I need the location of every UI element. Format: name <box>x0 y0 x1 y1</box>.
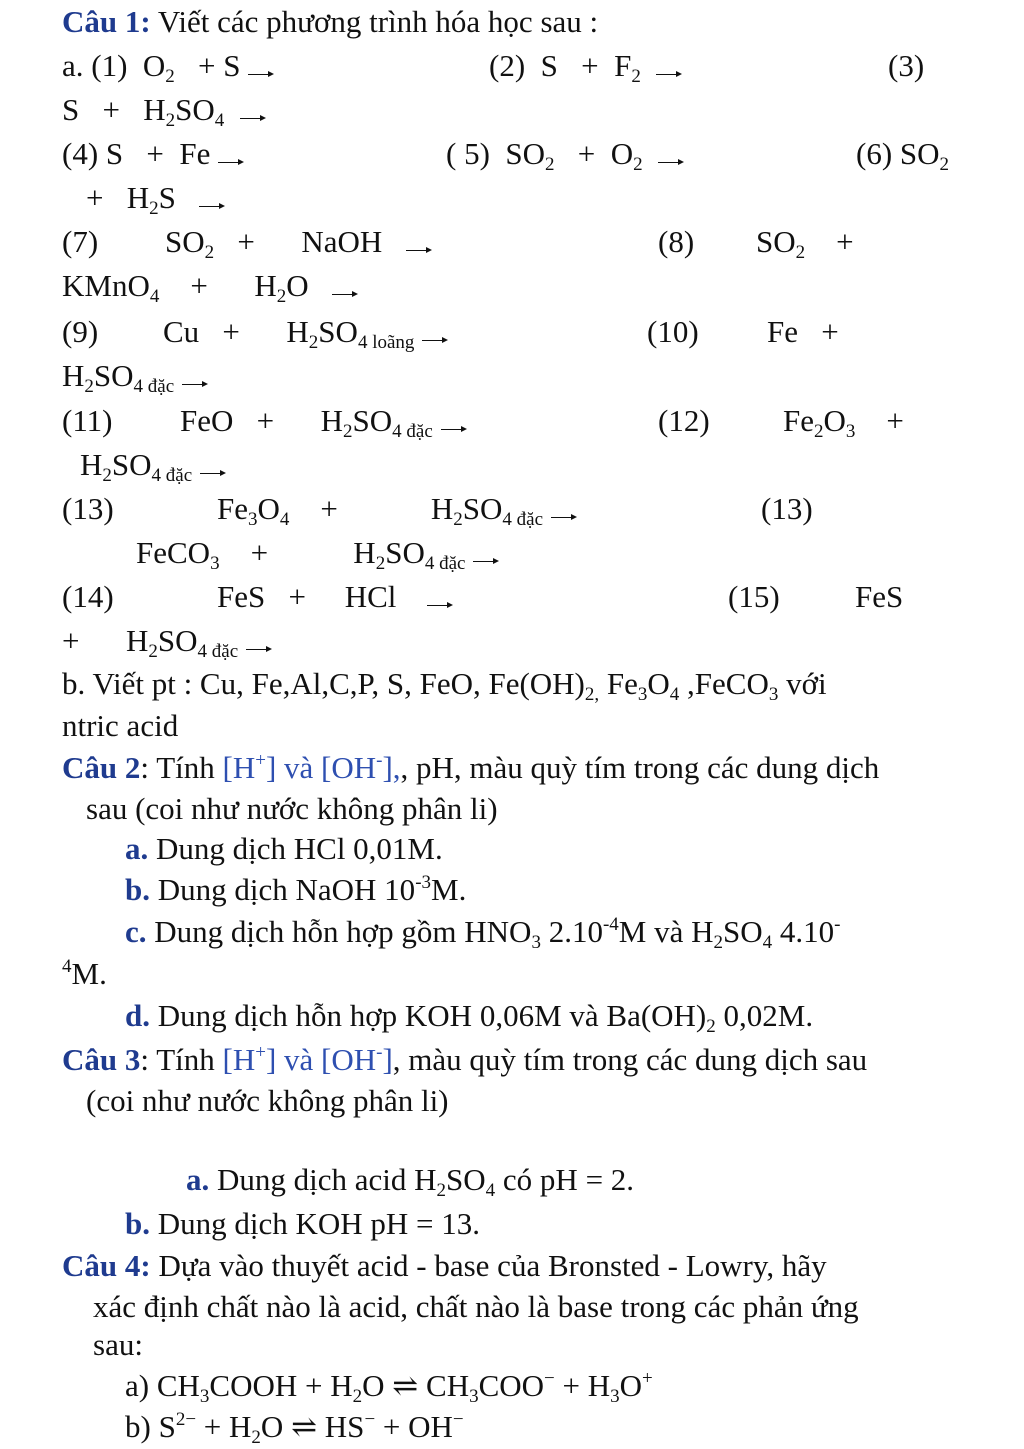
h-ion: [H+] <box>222 1042 277 1077</box>
eq-7-body: $SO_2$ + NaOH <box>165 224 406 263</box>
q3-heading <box>62 1040 867 1080</box>
eq-number-9: (9) <box>62 314 99 349</box>
q2-b-exp: -3 <box>415 872 432 893</box>
eq-15-cont: + $H_2SO_{4 đặc}$ <box>62 623 239 662</box>
q3-a-text: Dung dịch acid H <box>209 1162 437 1197</box>
eq-2: (2) $S + F_2$ <box>489 48 641 87</box>
sub-dac: 4 đặc <box>424 553 466 574</box>
eq-11-body: FeO + $H_2SO_{4 đặc}$ <box>180 403 433 442</box>
eq-number-1: a. (1) <box>62 48 128 83</box>
q4-a-prefix: a) <box>125 1368 157 1403</box>
q4-reaction-b: b) $S^{2-} + H_2O$ ⇌ HS− + OH− <box>125 1409 464 1448</box>
q2-rest: , pH, màu quỳ tím trong các dung dịch <box>400 750 880 785</box>
q1-b-end: với <box>778 666 827 701</box>
q2-c-label: c. <box>125 914 147 949</box>
eq-13a <box>62 489 114 529</box>
eq-15 <box>728 577 780 617</box>
eq-number-15: (15) <box>728 579 780 614</box>
oh-ion: [OH-], <box>321 750 401 785</box>
eq-number-7: (7) <box>62 224 99 259</box>
q2-a-text: Dung dịch HCl 0,01M. <box>148 831 443 866</box>
eq-8 <box>658 222 694 262</box>
q2-c-text: Dung dịch hỗn hợp gồm HNO <box>146 914 532 949</box>
eq-5: ( 5) $SO_2 + O_2$ <box>446 136 643 175</box>
eq-11 <box>62 401 113 441</box>
eq-10 <box>647 312 699 352</box>
q3-va: và <box>276 1042 322 1077</box>
q3-rest: , màu quỳ tím trong các dung dịch sau <box>392 1042 868 1077</box>
sub-dac: 4 đặc <box>133 376 175 397</box>
eq-12 <box>658 401 710 441</box>
eq-number-2: (2) <box>489 48 526 83</box>
q2-b-text: Dung dịch NaOH 10 <box>150 872 416 907</box>
q4-line3: sau: <box>93 1327 143 1362</box>
eq-number-12: (12) <box>658 403 710 438</box>
eq-number-8: (8) <box>658 224 695 259</box>
q2-d-end: 0,02M. <box>715 998 814 1033</box>
eq-6-cont: + $H_2S$ <box>86 180 200 219</box>
q4-label: Câu 4: <box>62 1248 151 1283</box>
q2-item-d: d. Dung dịch hỗn hợp KOH 0,06M và $Ba(OH)_2$ 0,02M. <box>125 998 814 1037</box>
equilibrium-icon: ⇌ <box>291 1409 318 1444</box>
q2-c-cont: M. <box>71 956 107 991</box>
sub-dac: 4 đặc <box>151 465 193 486</box>
eq-9 <box>62 312 98 352</box>
q4-reaction-a: a) $CH_3COOH + H_2O$ ⇌ $CH_3COO^- + H_3O^+$ <box>125 1368 653 1407</box>
eq-14 <box>62 577 114 617</box>
sub-loang: 4 loãng <box>357 332 415 353</box>
eq-10-body: Fe + <box>767 314 839 349</box>
eq-number-11: (11) <box>62 403 113 438</box>
h-ion: [H+] <box>222 750 277 785</box>
q2-d-label: d. <box>125 998 150 1033</box>
eq-number-10: (10) <box>647 314 699 349</box>
sub-dac: 4 đặc <box>392 421 433 442</box>
q3-intro: : Tính <box>140 1042 223 1077</box>
eq-number-4: (4) <box>62 136 99 171</box>
q1-line-1: a. (1) $O_2 + S$ <box>62 48 249 87</box>
q2-heading <box>62 748 879 788</box>
q1-b-line2: ntric acid <box>62 708 179 743</box>
q4-heading <box>62 1246 827 1286</box>
q4-b-prefix: b) <box>125 1409 159 1444</box>
sub-dac: 4 đặc <box>197 641 239 662</box>
eq-15-body: FeS <box>855 579 904 614</box>
q2-b-label: b. <box>125 872 150 907</box>
eq-14-body: FeS + HCl <box>217 579 428 614</box>
eq-number-14: (14) <box>62 579 114 614</box>
q2-a-label: a. <box>125 831 149 866</box>
eq-number-13b: (13) <box>761 491 813 526</box>
q3-a-label: a. <box>186 1162 210 1197</box>
eq-9-body: Cu + $H_2SO_{4 loãng}$ <box>163 314 415 353</box>
q1-label: Câu 1: <box>62 4 151 39</box>
oh-ion: [OH-] <box>321 1042 393 1077</box>
q2-b-end: M. <box>431 872 467 907</box>
q3-item-a: a. Dung dịch acid $H_2SO_4$ có pH = 2. <box>186 1162 635 1201</box>
q2-c-cont-exp: 4 <box>62 956 72 977</box>
eq-3: $S + H_2SO_4$ <box>62 92 225 131</box>
h-ion-text: [H <box>222 750 256 785</box>
q1-b-line1: b. Viết pt : Cu, Fe,Al,C,P, S, FeO, $Fe(OH)_{2,}$ $Fe_3O_4$ ,FeCO$_3$ với <box>62 666 827 705</box>
eq-8-body: $SO_2$ + <box>756 224 854 263</box>
equilibrium-icon: ⇌ <box>392 1368 419 1403</box>
eq-13a-body: $Fe_3O_4$ + $H_2SO_{4 đặc}$ <box>217 491 544 530</box>
eq-4: (4) S + Fe <box>62 136 219 171</box>
eq-6: (6) $SO_2$ <box>856 136 950 175</box>
q3-line2: (coi như nước không phân li) <box>86 1083 449 1118</box>
q1-title: Viết các phương trình hóa học sau : <box>150 4 599 39</box>
eq-number-13a: (13) <box>62 491 114 526</box>
q2-item-c: c. Dung dịch hỗn hợp gồm $HNO_3$ $2.10^{-4}M$ và $H_2SO_4$ 4.10- <box>125 914 841 953</box>
eq-number-5: ( 5) <box>446 136 490 171</box>
q2-c-va: M và H <box>618 914 714 949</box>
q2-c-mid: 2.10 <box>540 914 603 949</box>
q3-a-end: có pH = 2. <box>495 1162 635 1197</box>
q3-item-b <box>125 1204 480 1244</box>
q2-va: và <box>276 750 322 785</box>
q4-line2: xác định chất nào là acid, chất nào là base trong các phản ứng <box>93 1289 859 1324</box>
eq-number-3: (3) <box>888 48 925 83</box>
eq-10-cont: $H_2SO_{4 đặc}$ <box>62 358 175 397</box>
q2-c-exp: -4 <box>602 914 619 935</box>
eq-8-cont: KMnO$_4$ + $H_2O$ <box>62 268 332 307</box>
q3-b-label: b. <box>125 1206 150 1241</box>
eq-number-6: (6) <box>856 136 893 171</box>
q2-item-c-cont <box>62 954 107 994</box>
q1-heading <box>62 2 598 42</box>
q2-item-b <box>125 870 466 910</box>
q2-line2: sau (coi như nước không phân li) <box>86 791 498 826</box>
q1-b-text: b. Viết pt : Cu, Fe,Al,C,P, S, FeO, Fe(OH) <box>62 666 585 701</box>
q2-c-end: 4.10 <box>772 914 835 949</box>
oh-ion-text: [OH <box>321 750 377 785</box>
q2-item-a <box>125 829 443 869</box>
q2-d-text: Dung dịch hỗn hợp KOH 0,06M và Ba(OH) <box>150 998 707 1033</box>
q4-line1: Dựa vào thuyết acid - base của Bronsted - Lowry, hãy <box>150 1248 827 1283</box>
q3-b-text: Dung dịch KOH pH = 13. <box>150 1206 481 1241</box>
eq-13b-body: FeCO$_3$ + $H_2SO_{4 đặc}$ <box>136 535 466 574</box>
q3-label: Câu 3 <box>62 1042 141 1077</box>
eq-12-cont: $H_2SO_{4 đặc}$ <box>80 447 193 486</box>
eq-12-body: $Fe_2O_3$ + <box>783 403 904 442</box>
q2-label: Câu 2 <box>62 750 141 785</box>
sub-dac: 4 đặc <box>502 509 544 530</box>
q2-intro: : Tính <box>140 750 223 785</box>
eq-7 <box>62 222 98 262</box>
